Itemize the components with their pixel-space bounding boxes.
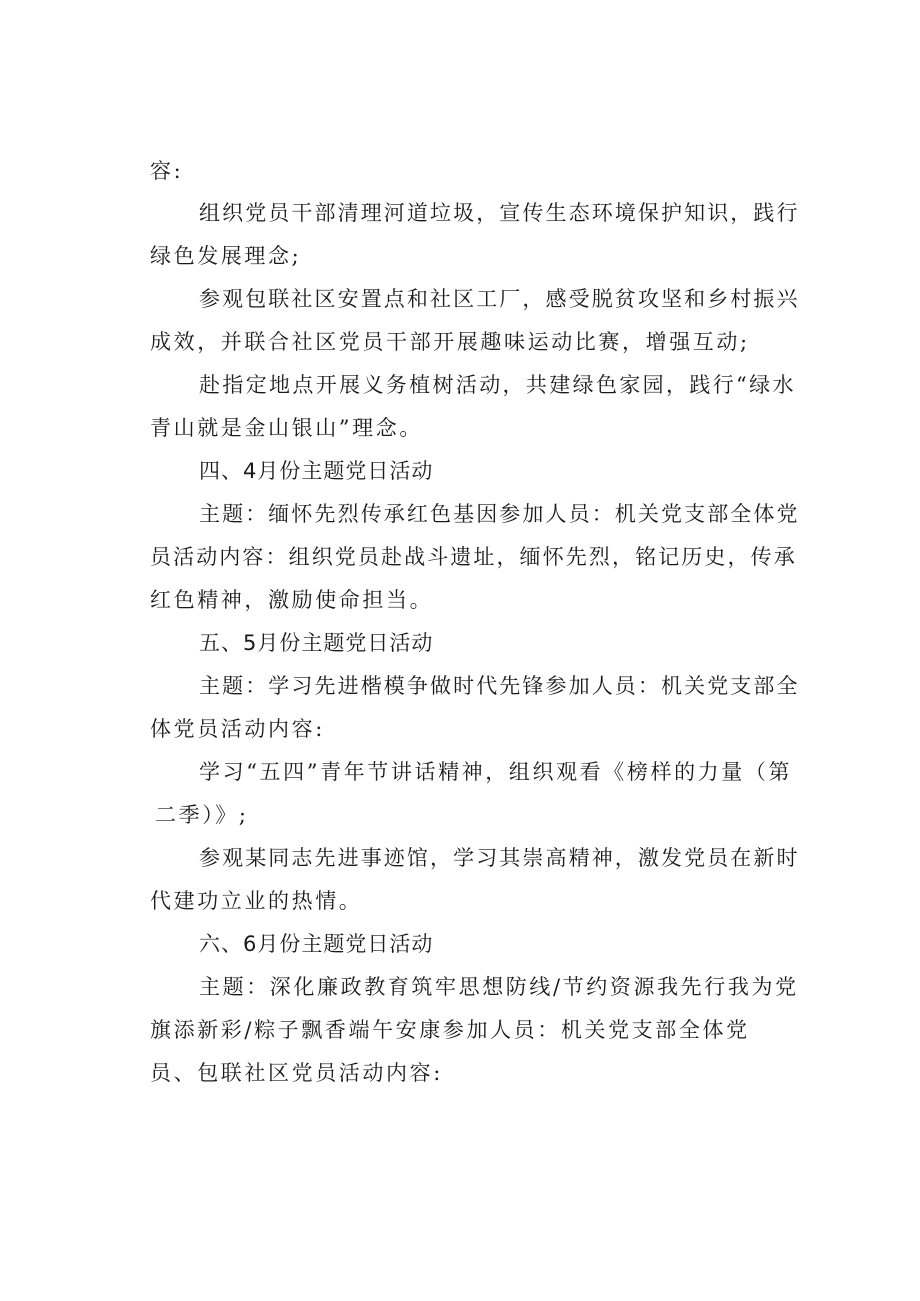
section-heading-june: 六、6月份主题党日活动	[199, 932, 434, 956]
paragraph-line: 青山就是金山银山”理念。	[150, 416, 423, 440]
paragraph-line: 参观某同志先进事迹馆，学习其崇高精神，激发党员在新时	[199, 846, 800, 870]
paragraph-line: 组织党员干部清理河道垃圾，宣传生态环境保护知识，践行	[199, 201, 800, 225]
paragraph-line: 体党员活动内容:	[150, 717, 325, 741]
section-heading-april: 四、4月份主题党日活动	[199, 459, 434, 483]
paragraph-line: 主题：深化廉政教育筑牢思想防线/节约资源我先行我为党	[199, 975, 799, 999]
paragraph-line: 员活动内容：组织党员赴战斗遗址，缅怀先烈，铭记历史，传承	[150, 545, 797, 569]
paragraph-line: 学习“五四”青年节讲话精神，组织观看《榜样的力量（第	[199, 760, 793, 784]
paragraph-line: 成效，并联合社区党员干部开展趣味运动比赛，增强互动;	[150, 330, 750, 354]
paragraph-line: 旗添新彩/粽子飘香端午安康参加人员：机关党支部全体党	[150, 1018, 750, 1042]
paragraph-line: 主题：缅怀先烈传承红色基因参加人员：机关党支部全体党	[199, 502, 800, 526]
paragraph-line: 参观包联社区安置点和社区工厂，感受脱贫攻坚和乡村振兴	[199, 287, 800, 311]
paragraph-line: 绿色发展理念;	[150, 244, 302, 268]
paragraph-line: 代建功立业的热情。	[150, 889, 363, 913]
section-heading-may: 五、5月份主题党日活动	[199, 631, 434, 655]
paragraph-line: 主题：学习先进楷模争做时代先锋参加人员：机关党支部全	[199, 674, 800, 698]
paragraph-line: 员、包联社区党员活动内容:	[150, 1061, 443, 1085]
paragraph-line: 二季）》;	[155, 803, 249, 827]
paragraph-line: 红色精神，激励使命担当。	[150, 588, 434, 612]
paragraph-line: 容:	[150, 159, 184, 183]
paragraph-line: 赴指定地点开展义务植树活动，共建绿色家园，践行“绿水	[199, 373, 796, 397]
